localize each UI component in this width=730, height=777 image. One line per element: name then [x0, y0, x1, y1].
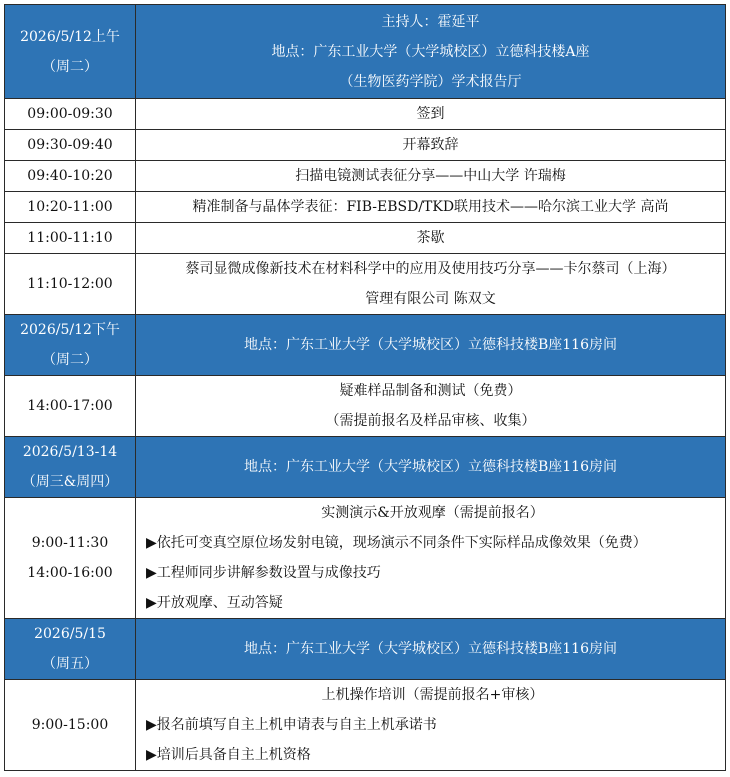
table-row	[5, 161, 726, 192]
item-line-1: 疑难样品制备和测试（免费）	[339, 383, 522, 399]
time-cell: 9:00-15:00	[5, 680, 136, 771]
bullet-item: ▶依托可变真空原位场发射电镜，现场演示不同条件下实际样品成像效果（免费）	[146, 535, 647, 551]
table-row	[5, 192, 726, 223]
host-label: 主持人：霍延平	[381, 13, 480, 30]
section-header-3	[5, 437, 726, 498]
section-location: 地点：广东工业大学（大学城校区）立德科技楼B座116房间	[136, 437, 726, 498]
item-title: 实测演示&开放观摩（需提前报名）	[321, 505, 544, 521]
time-cell: 09:40-10:20	[5, 161, 136, 192]
time-cell: 09:30-09:40	[5, 130, 136, 161]
section-header-1	[5, 5, 726, 99]
section-date-cell	[5, 619, 136, 680]
location-line-2: （生物医药学院）学术报告厅	[339, 73, 522, 90]
item-cell	[136, 498, 726, 619]
section-header-2	[5, 315, 726, 376]
schedule-table	[4, 4, 726, 771]
bullet-item: ▶报名前填写自主上机申请表与自主上机承诺书	[146, 717, 437, 733]
section-date: 2026/5/12上午	[20, 28, 120, 45]
section-date-cell	[5, 315, 136, 376]
table-row	[5, 99, 726, 130]
section-date-cell	[5, 5, 136, 99]
item-cell: 精准制备与晶体学表征：FIB-EBSD/TKD联用技术——哈尔滨工业大学 高尚	[136, 192, 726, 223]
location-line-1: 地点：广东工业大学（大学城校区）立德科技楼A座	[271, 43, 590, 60]
item-cell: 扫描电镜测试表征分享——中山大学 许瑞梅	[136, 161, 726, 192]
time-cell: 14:00-17:00	[5, 376, 136, 437]
item-cell: 开幕致辞	[136, 130, 726, 161]
time-line-1: 9:00-11:30	[31, 535, 109, 551]
time-cell: 11:10-12:00	[5, 254, 136, 315]
item-line-1: 蔡司显微成像新技术在材料科学中的应用及使用技巧分享——卡尔蔡司（上海）	[185, 261, 676, 277]
table-row	[5, 130, 726, 161]
section-weekday: （周二）	[42, 58, 98, 75]
item-cell	[136, 680, 726, 771]
section-date: 2026/5/15	[34, 626, 106, 642]
item-cell: 签到	[136, 99, 726, 130]
item-line-2: 管理有限公司 陈双文	[365, 291, 496, 307]
time-cell: 11:00-11:10	[5, 223, 136, 254]
time-cell	[5, 498, 136, 619]
table-row	[5, 498, 726, 619]
section-header-4	[5, 619, 726, 680]
time-cell: 10:20-11:00	[5, 192, 136, 223]
item-line-2: （需提前报名及样品审核、收集）	[325, 413, 536, 429]
section-date: 2026/5/13-14	[22, 444, 118, 460]
item-cell	[136, 376, 726, 437]
table-row	[5, 254, 726, 315]
table-row	[5, 376, 726, 437]
section-date: 2026/5/12下午	[20, 322, 120, 338]
table-row	[5, 680, 726, 771]
bullet-item: ▶培训后具备自主上机资格	[146, 747, 311, 763]
section-info-cell	[136, 5, 726, 99]
time-line-2: 14:00-16:00	[27, 565, 113, 581]
time-cell: 09:00-09:30	[5, 99, 136, 130]
section-date-cell	[5, 437, 136, 498]
section-weekday: （周二）	[42, 352, 98, 368]
item-cell: 茶歇	[136, 223, 726, 254]
section-location: 地点：广东工业大学（大学城校区）立德科技楼B座116房间	[136, 315, 726, 376]
item-title: 上机操作培训（需提前报名+审核）	[321, 687, 544, 703]
bullet-item: ▶开放观摩、互动答疑	[146, 595, 283, 611]
section-weekday: （周三&周四）	[21, 474, 119, 490]
section-location: 地点：广东工业大学（大学城校区）立德科技楼B座116房间	[136, 619, 726, 680]
item-cell	[136, 254, 726, 315]
bullet-item: ▶工程师同步讲解参数设置与成像技巧	[146, 565, 381, 581]
table-row	[5, 223, 726, 254]
section-weekday: （周五）	[42, 656, 98, 672]
